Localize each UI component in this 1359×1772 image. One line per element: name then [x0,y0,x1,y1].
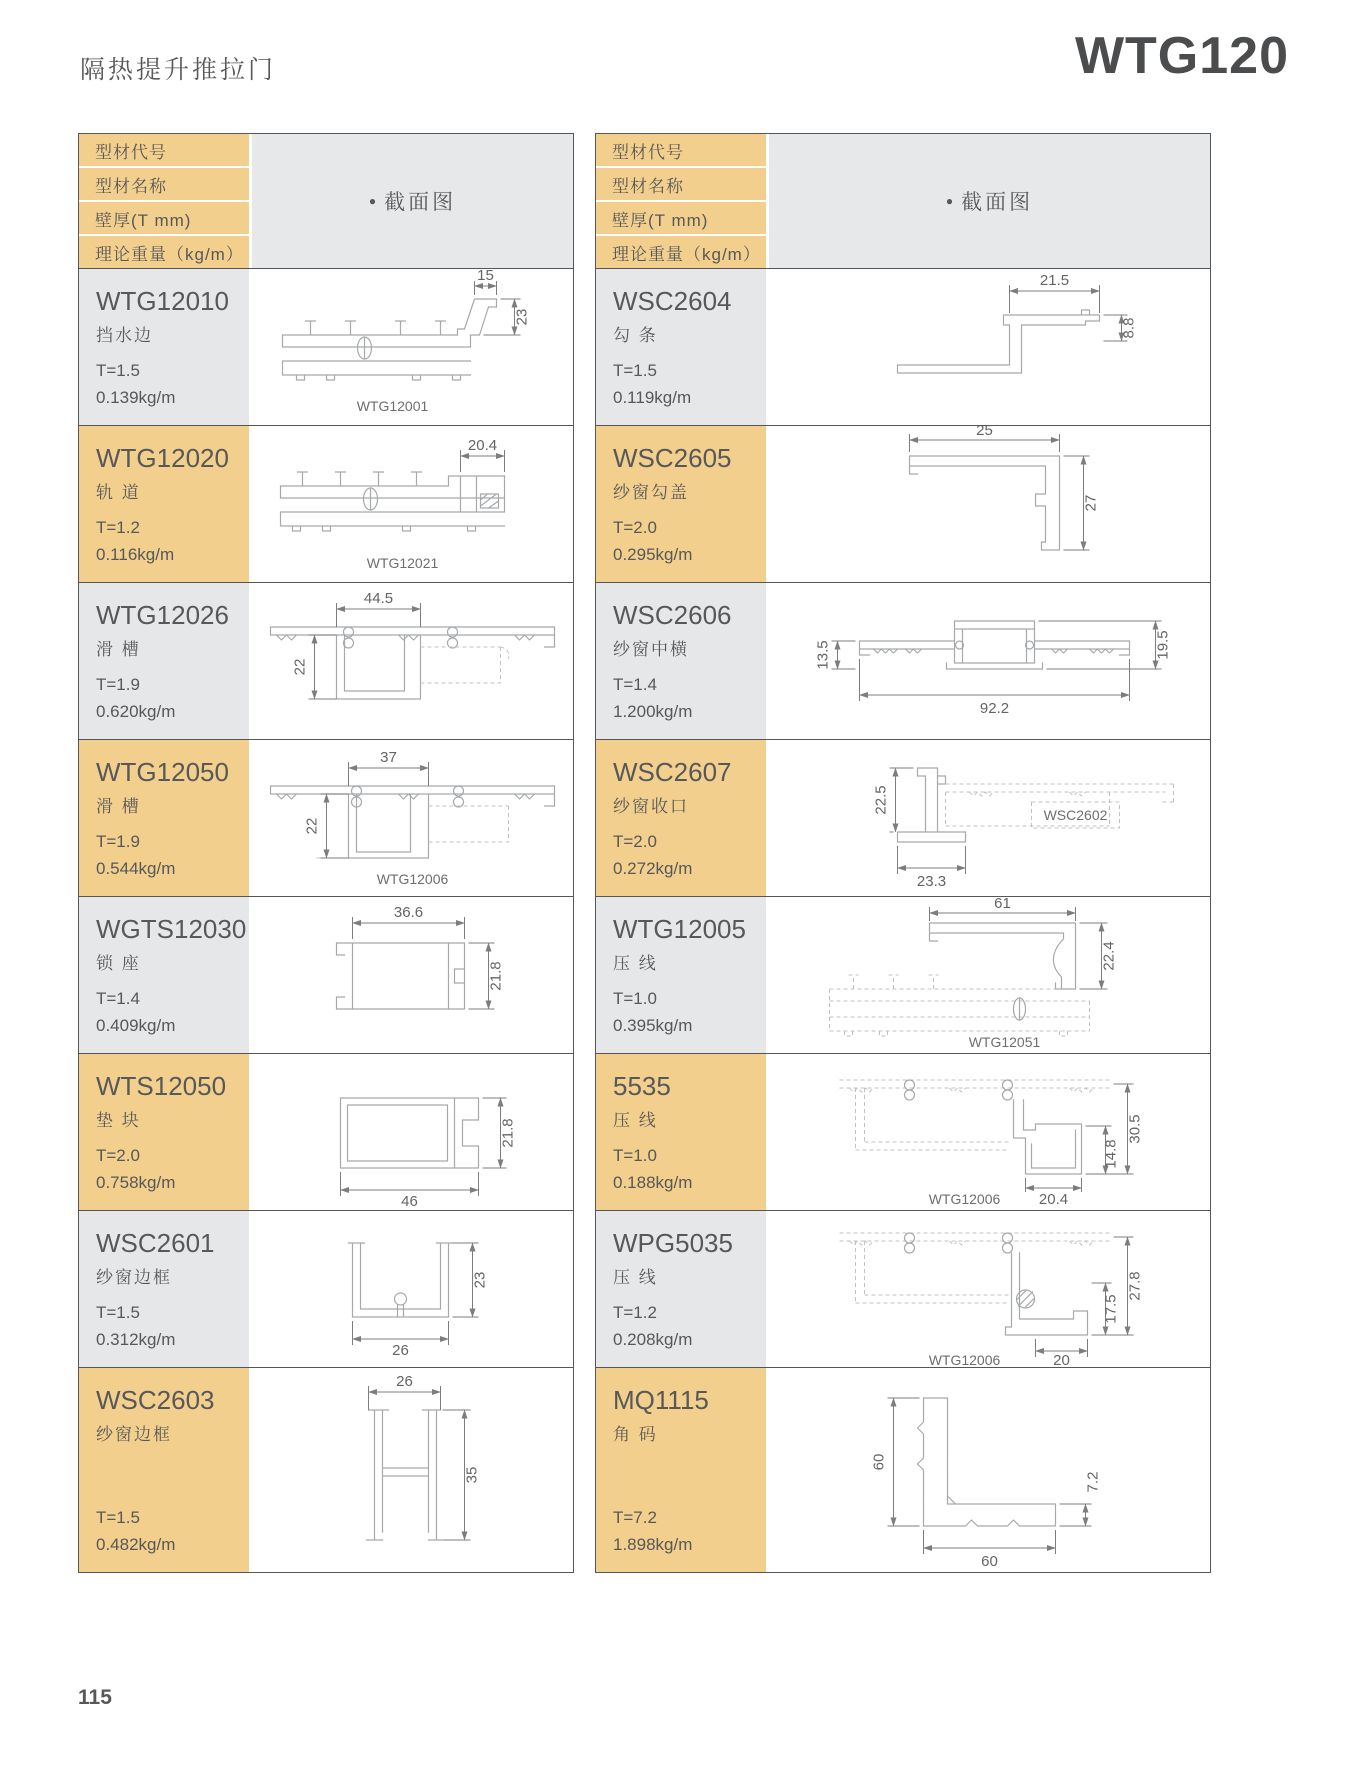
profile-info [596,1368,766,1572]
profile-row [596,896,1210,1053]
section-diagram [252,269,573,425]
profile-info [596,583,766,739]
profile-row [79,1210,573,1367]
series-code: WTG120 [1074,27,1289,85]
profile-code: WTG12050 [96,757,229,787]
dim-label: 20.4 [467,437,498,454]
dim-label: 92.2 [979,700,1010,717]
section-diagram [252,426,573,582]
extension-lines [910,434,1090,550]
profile-name: 纱窗边框 [96,1268,172,1287]
profile-name: 勾 条 [613,326,658,345]
profile-code: WSC2606 [613,600,732,630]
dim-label: 60 [981,1553,998,1570]
profile-weight: 0.758kg/m [96,1172,176,1192]
section-diagram [769,897,1210,1053]
profile-name: 垫 块 [96,1111,141,1130]
header-wall-thickness: 壁厚(T mm) [79,202,249,234]
dim-label: 26 [396,1373,413,1390]
diagram-wts12050 [252,1054,573,1210]
profile-code: WGTS12030 [96,914,247,944]
keyhole [395,1293,407,1305]
section-diagram [769,740,1210,896]
header-wall-thickness: 壁厚(T mm) [596,202,766,234]
profile-name: 角 码 [613,1425,658,1444]
profile-code: WPG5035 [613,1228,733,1258]
profile-code: 5535 [613,1071,671,1101]
diagram-wtg12050 [252,740,573,896]
profile-thickness: T=1.2 [96,517,140,537]
profile-info [596,897,766,1053]
profile-row [596,1210,1210,1367]
diagram-wsc2601 [252,1211,573,1367]
extension-lines [1026,1084,1134,1192]
section-diagram [252,740,573,896]
profile-info [79,269,249,425]
profile-thickness: T=1.0 [613,988,657,1008]
dim-label: 23.3 [916,873,947,890]
profile-table-left [78,133,574,1573]
bullet-icon: ● [368,194,377,208]
profile-weight: 0.544kg/m [96,858,176,878]
profile-weight: 0.188kg/m [613,1172,693,1192]
extension-lines [321,762,429,858]
dim-label: 25 [976,426,993,439]
profile-info [596,269,766,425]
extension-lines [475,281,521,335]
profile-weight: 0.395kg/m [613,1015,693,1035]
diagram-sublabel: WTG12006 [376,871,449,887]
profile-row [596,268,1210,425]
profile-weight: 1.898kg/m [613,1534,693,1554]
section-diagram [769,583,1210,739]
profile-code: WTG12020 [96,443,229,473]
dim-label: 22.5 [872,785,890,815]
dim-label: 7.2 [1084,1471,1102,1493]
profile-info [79,740,249,896]
context-outline [840,1233,1110,1303]
profile-name: 挡水边 [96,326,153,345]
profile-thickness: T=1.5 [96,1302,140,1322]
extension-lines [1010,285,1128,341]
section-diagram [252,583,573,739]
profile-thickness: T=1.9 [96,674,140,694]
section-diagram [769,426,1210,582]
profile-thickness: T=1.5 [613,360,657,380]
extension-lines [309,603,421,699]
profile-thickness: T=2.0 [613,517,657,537]
extension-lines [369,1386,471,1540]
profile-info [596,426,766,582]
dim-label: 15 [477,269,494,284]
section-label: 截面图 [961,191,1034,214]
profile-outline [349,1243,453,1317]
profile-info [79,1368,249,1572]
diagram-5535 [769,1054,1210,1210]
profile-name: 压 线 [613,1268,658,1287]
profile-row [79,739,573,896]
profile-info [79,1054,249,1210]
dim-label: 21.8 [487,961,505,991]
diagram-sublabel: WSC2602 [1043,807,1108,823]
dim-label: 21.5 [1039,272,1070,289]
section-diagram [252,1054,573,1210]
profile-weight: 0.208kg/m [613,1329,693,1349]
profile-outline [1014,1100,1082,1174]
section-label: 截面图 [384,191,457,214]
profile-thickness: T=1.0 [613,1145,657,1165]
profile-row [596,1053,1210,1210]
profile-outline [281,472,505,531]
profile-info [79,426,249,582]
profile-outline [337,943,465,1009]
dim-label: 22.4 [1100,941,1118,971]
extension-lines [353,917,495,1009]
header-profile-name: 型材名称 [596,168,766,200]
table-header [79,134,573,268]
dim-label: 46 [401,1193,418,1210]
diagram-wsc2603 [252,1368,573,1572]
bullet-icon: ● [945,194,954,208]
dim-label: 37 [380,749,397,766]
dim-label: 23 [471,1271,489,1289]
section-diagram [252,1368,573,1572]
profile-name: 滑 槽 [96,640,141,659]
diagram-wsc2604 [769,269,1210,425]
profile-weight: 0.272kg/m [613,858,693,878]
diagram-sublabel: WTG12006 [928,1352,1001,1367]
diagram-sublabel: WTG12051 [968,1034,1041,1050]
header-section-diagram [252,134,573,268]
profile-name: 轨 道 [96,483,141,502]
profile-thickness: T=2.0 [96,1145,140,1165]
profile-name: 锁 座 [96,954,141,973]
dim-label: 35 [463,1466,481,1484]
profile-thickness: T=1.2 [613,1302,657,1322]
header-profile-code: 型材代号 [79,134,249,166]
profile-weight: 0.295kg/m [613,544,693,564]
dim-label: 21.8 [499,1118,517,1148]
profile-weight: 0.620kg/m [96,701,176,721]
profile-thickness: T=1.4 [96,988,140,1008]
profile-code: WSC2601 [96,1228,215,1258]
profile-outline [918,1398,1056,1526]
profile-row [79,896,573,1053]
profile-info [79,897,249,1053]
profile-name: 压 线 [613,954,658,973]
profile-outline [930,923,1076,989]
section-diagram [769,1368,1210,1572]
dim-label: 14.8 [1102,1139,1120,1169]
diagram-wtg12020 [252,426,573,582]
diagram-wsc2607 [769,740,1210,896]
section-diagram [769,1211,1210,1367]
profile-info [596,1211,766,1367]
profile-code: WTG12010 [96,286,229,316]
profile-weight: 0.116kg/m [96,544,175,564]
profile-name: 纱窗中横 [613,640,689,659]
profile-thickness: T=1.5 [96,360,140,380]
profile-thickness: T=1.4 [613,674,657,694]
profile-thickness: T=2.0 [613,831,657,851]
profile-row [596,425,1210,582]
diagram-sublabel: WTG12006 [928,1191,1001,1207]
profile-weight: 0.139kg/m [96,387,176,407]
profile-row [596,582,1210,739]
profile-code: WSC2607 [613,757,732,787]
dim-label: 22 [303,817,321,835]
extension-lines [888,1398,1092,1554]
diagram-wtg12005 [769,897,1210,1053]
page-number: 115 [78,1686,112,1709]
dim-label: 20 [1053,1352,1070,1367]
profile-name: 纱窗收口 [613,797,689,816]
profile-info [596,740,766,896]
table-header [596,134,1210,268]
page-title: 隔热提升推拉门 [80,56,277,84]
profile-row [596,1367,1210,1572]
profile-outline [860,621,1130,669]
profile-code: WSC2603 [96,1385,215,1415]
profile-outline [283,299,497,380]
diagram-wsc2605 [769,426,1210,582]
dim-label: 19.5 [1154,630,1172,660]
dim-label: 17.5 [1102,1294,1120,1324]
section-diagram [252,1211,573,1367]
profile-code: WSC2604 [613,286,732,316]
profile-code: WTS12050 [96,1071,227,1101]
profile-thickness: T=7.2 [613,1507,657,1527]
header-section-diagram [769,134,1210,268]
dim-label: 44.5 [363,590,394,607]
profile-code: WSC2605 [613,443,732,473]
dim-label: 23 [513,308,531,326]
context-outline [317,806,509,858]
header-profile-name: 型材名称 [79,168,249,200]
profile-table-right [595,133,1211,1573]
section-diagram [252,897,573,1053]
context-outline [830,975,1090,1036]
profile-thickness: T=1.5 [96,1507,140,1527]
dim-label: 20.4 [1038,1191,1069,1208]
extension-lines [832,621,1162,701]
profile-name: 压 线 [613,1111,658,1130]
diagram-wgts12030 [252,897,573,1053]
section-diagram [769,269,1210,425]
header-profile-code: 型材代号 [596,134,766,166]
profile-row [596,739,1210,896]
profile-weight: 0.482kg/m [96,1534,176,1554]
profile-weight: 0.119kg/m [613,387,692,407]
profile-info [596,1054,766,1210]
profile-info [79,583,249,739]
dim-label: 8.8 [1120,317,1138,339]
profile-row [79,268,573,425]
profile-info [79,1211,249,1367]
profile-outline [898,768,966,842]
dim-label: 13.5 [814,640,832,670]
dim-label: 22 [291,658,309,676]
profile-outline [910,456,1060,550]
diagram-sublabel: WTG12001 [356,398,429,414]
extension-lines [930,907,1108,989]
section-diagram [769,1054,1210,1210]
diagram-wtg12010 [252,269,573,425]
context-outline [840,1080,1110,1150]
diagram-sublabel: WTG12021 [366,555,439,571]
dim-label: 60 [870,1453,888,1471]
profile-name: 纱窗勾盖 [613,483,689,502]
profile-thickness: T=1.9 [96,831,140,851]
dim-label: 30.5 [1126,1114,1144,1144]
extension-lines [353,1243,479,1345]
profile-weight: 0.409kg/m [96,1015,176,1035]
profile-name: 滑 槽 [96,797,141,816]
profile-code: WTG12005 [613,914,746,944]
dim-label: 36.6 [393,904,424,921]
context-outline [421,647,509,683]
diagram-mq1115 [769,1368,1210,1572]
profile-weight: 1.200kg/m [613,701,693,721]
dim-label: 26 [392,1342,409,1359]
dim-label: 27.8 [1126,1271,1144,1301]
profile-code: MQ1115 [613,1385,709,1415]
profile-name: 纱窗边框 [96,1425,172,1444]
profile-outline [341,1098,479,1168]
diagram-wtg12026 [252,583,573,739]
profile-row [79,582,573,739]
header-weight: 理论重量（kg/m） [596,236,766,268]
diagram-wpg5035 [769,1211,1210,1367]
profile-row [79,1367,573,1572]
profile-code: WTG12026 [96,600,229,630]
dim-label: 27 [1082,494,1100,512]
profile-outline [898,310,1100,373]
profile-tables [78,133,1211,1573]
profile-row [79,425,573,582]
extension-lines [341,1098,507,1196]
profile-row [79,1053,573,1210]
header-weight: 理论重量（kg/m） [79,236,249,268]
diagram-wsc2606 [769,583,1210,739]
profile-weight: 0.312kg/m [96,1329,176,1349]
profile-outline [367,1410,445,1540]
dim-label: 61 [994,897,1011,912]
profile-outline [271,627,555,699]
